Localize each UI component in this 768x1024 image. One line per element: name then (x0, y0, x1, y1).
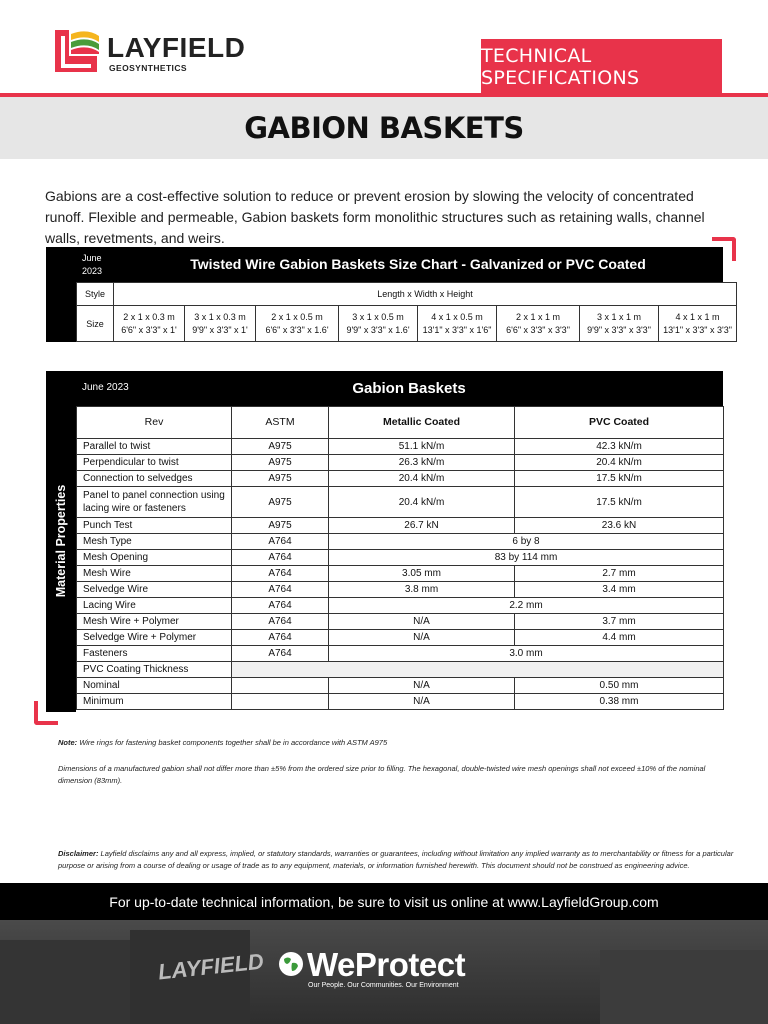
pvc-value: 4.4 mm (515, 630, 724, 646)
astm-value: A764 (232, 566, 329, 582)
astm-value: A764 (232, 598, 329, 614)
size-cell (339, 306, 418, 342)
property-name: Mesh Wire (77, 566, 232, 582)
metallic-value: N/A (329, 614, 515, 630)
astm-value: A975 (232, 439, 329, 455)
property-name: Selvedge Wire (77, 582, 232, 598)
property-name: Fasteners (77, 646, 232, 662)
intro-paragraph: Gabions are a cost-effective solution to reduce or prevent erosion by slowing the velocity of concentrated runoff. Flexible and permeable, Gabion baskets form monolithic structures such as retaining walls, channel walls, revetments, and weirs. (45, 188, 705, 246)
metallic-value: 20.4 kN/m (329, 471, 515, 487)
astm-value: A975 (232, 487, 329, 518)
size-metric: 2 x 1 x 1 m (515, 312, 560, 322)
size-chart-title: Twisted Wire Gabion Baskets Size Chart - Galvanized or PVC Coated (190, 256, 646, 272)
dimensions-note: Dimensions of a manufactured gabion shall not differ more than ±5% from the ordered size prior to filling. The hexagonal, double-twisted wire mesh openings shall not exceed ±10% of the nominal dimension (83mm). (58, 764, 706, 785)
size-cell (659, 306, 737, 342)
pvc-value: 0.38 mm (515, 694, 724, 710)
property-row (77, 694, 724, 710)
property-name: Perpendicular to twist (77, 455, 232, 471)
property-row (77, 582, 724, 598)
size-metric: 2 x 1 x 0.3 m (123, 312, 175, 322)
pvc-header: PVC Coated (515, 407, 724, 439)
properties-date: June 2023 (82, 382, 129, 393)
pvc-value: 42.3 kN/m (515, 439, 724, 455)
property-row (77, 630, 724, 646)
size-metric: 3 x 1 x 0.3 m (194, 312, 246, 322)
size-cell (418, 306, 497, 342)
property-row (77, 646, 724, 662)
property-row (77, 471, 724, 487)
property-name: Lacing Wire (77, 598, 232, 614)
pvc-value: 20.4 kN/m (515, 455, 724, 471)
pvc-value: 2.7 mm (515, 566, 724, 582)
metallic-value: N/A (329, 678, 515, 694)
astm-value: A975 (232, 471, 329, 487)
pvc-value: 23.6 kN (515, 518, 724, 534)
astm-value: A764 (232, 646, 329, 662)
property-row (77, 598, 724, 614)
size-imperial: 6'6" x 3'3" x 1' (121, 325, 177, 335)
merged-value: 83 by 114 mm (329, 550, 724, 566)
layfield-logo (47, 26, 103, 76)
properties-title: Gabion Baskets (352, 380, 466, 397)
metallic-value: 26.3 kN/m (329, 455, 515, 471)
size-imperial: 6'6" x 3'3" x 1.6' (265, 325, 329, 335)
size-chart-table (76, 282, 737, 342)
rev-header: Rev (77, 407, 232, 439)
weprotect-logo: WeProtect (307, 946, 466, 983)
property-row (77, 455, 724, 471)
size-metric: 3 x 1 x 1 m (596, 312, 641, 322)
note (58, 737, 748, 749)
size-metric: 4 x 1 x 0.5 m (431, 312, 483, 322)
material-properties-label: Material Properties (54, 484, 68, 598)
size-metric: 3 x 1 x 0.5 m (352, 312, 404, 322)
property-row (77, 550, 724, 566)
size-cell (185, 306, 256, 342)
weprotect-tagline: Our People. Our Communities. Our Environment (308, 982, 459, 989)
astm-value (232, 694, 329, 710)
pvc-value: 3.4 mm (515, 582, 724, 598)
astm-value: A975 (232, 455, 329, 471)
style-value: Length x Width x Height (114, 283, 737, 306)
size-label: Size (77, 306, 114, 342)
size-cell (114, 306, 185, 342)
property-row (77, 534, 724, 550)
brand-subtitle: GEOSYNTHETICS (109, 63, 187, 73)
metallic-header: Metallic Coated (329, 407, 515, 439)
property-name: PVC Coating Thickness (77, 662, 232, 678)
astm-value: A975 (232, 518, 329, 534)
metallic-value: N/A (329, 630, 515, 646)
astm-value: A764 (232, 582, 329, 598)
astm-value: A764 (232, 550, 329, 566)
property-row (77, 678, 724, 694)
size-imperial: 13'1" x 3'3" x 3'3" (663, 325, 732, 335)
pvc-value: 0.50 mm (515, 678, 724, 694)
note-label: Note: (58, 738, 78, 747)
property-name: Selvedge Wire + Polymer (77, 630, 232, 646)
property-name: Mesh Wire + Polymer (77, 614, 232, 630)
size-cell (497, 306, 580, 342)
brand-name: LAYFIELD (107, 32, 246, 63)
note-text: Wire rings for fastening basket components together shall be in accordance with ASTM A975 (77, 738, 388, 747)
merged-value: 2.2 mm (329, 598, 724, 614)
property-row (77, 614, 724, 630)
size-chart-date: June 2023 (82, 253, 103, 276)
size-imperial: 13'1" x 3'3" x 1'6" (422, 325, 492, 335)
metallic-value: 26.7 kN (329, 518, 515, 534)
globe-icon (278, 951, 304, 977)
size-imperial: 9'9" x 3'3" x 1.6' (346, 325, 410, 335)
size-cell (256, 306, 339, 342)
property-name: Mesh Opening (77, 550, 232, 566)
metallic-value: N/A (329, 694, 515, 710)
size-imperial: 6'6" x 3'3" x 3'3" (506, 325, 570, 335)
metallic-value: 51.1 kN/m (329, 439, 515, 455)
pvc-value: 3.7 mm (515, 614, 724, 630)
astm-value (232, 678, 329, 694)
property-name: Connection to selvedges (77, 471, 232, 487)
property-row (77, 439, 724, 455)
page-title: GABION BASKETS (0, 97, 768, 159)
astm-header: ASTM (232, 407, 329, 439)
metallic-value: 3.05 mm (329, 566, 515, 582)
section-fill (232, 662, 724, 678)
astm-value: A764 (232, 534, 329, 550)
size-metric: 4 x 1 x 1 m (675, 312, 720, 322)
astm-value: A764 (232, 614, 329, 630)
website-banner: For up-to-date technical information, be sure to visit us online at www.LayfieldGroup.com (0, 883, 768, 920)
property-name: Parallel to twist (77, 439, 232, 455)
size-metric: 2 x 1 x 0.5 m (271, 312, 323, 322)
style-label: Style (77, 283, 114, 306)
property-name: Mesh Type (77, 534, 232, 550)
property-name: Minimum (77, 694, 232, 710)
metallic-value: 20.4 kN/m (329, 487, 515, 518)
disclaimer (58, 848, 748, 872)
properties-table (76, 406, 724, 710)
size-imperial: 9'9" x 3'3" x 3'3" (587, 325, 651, 335)
property-name: Nominal (77, 678, 232, 694)
property-row (77, 518, 724, 534)
size-cell (580, 306, 659, 342)
metallic-value: 3.8 mm (329, 582, 515, 598)
size-imperial: 9'9" x 3'3" x 1' (192, 325, 248, 335)
property-name: Panel to panel connection using lacing wire or fasteners (77, 487, 232, 518)
merged-value: 3.0 mm (329, 646, 724, 662)
merged-value: 6 by 8 (329, 534, 724, 550)
property-row (77, 662, 724, 678)
pvc-value: 17.5 kN/m (515, 487, 724, 518)
corner-bracket-bottom-left (34, 701, 58, 725)
disclaimer-label: Disclaimer: (58, 849, 99, 858)
disclaimer-text: Layfield disclaims any and all express, implied, or statutory standards, warranties or guarantees, including without limitation any implied warranty as to merchantability or fitness for a particular purpose or arising from a course of dealing or usage of trade as to any equipment, materials, or information furnished herewith. This document should not be construed as engineering advice. (58, 849, 734, 870)
property-name: Punch Test (77, 518, 232, 534)
pvc-value: 17.5 kN/m (515, 471, 724, 487)
technical-specifications-badge: TECHNICAL SPECIFICATIONS (481, 39, 722, 94)
property-row (77, 566, 724, 582)
building-sign: LAYFIELD (156, 948, 265, 985)
astm-value: A764 (232, 630, 329, 646)
property-row (77, 487, 724, 518)
properties-header-row (77, 407, 724, 439)
